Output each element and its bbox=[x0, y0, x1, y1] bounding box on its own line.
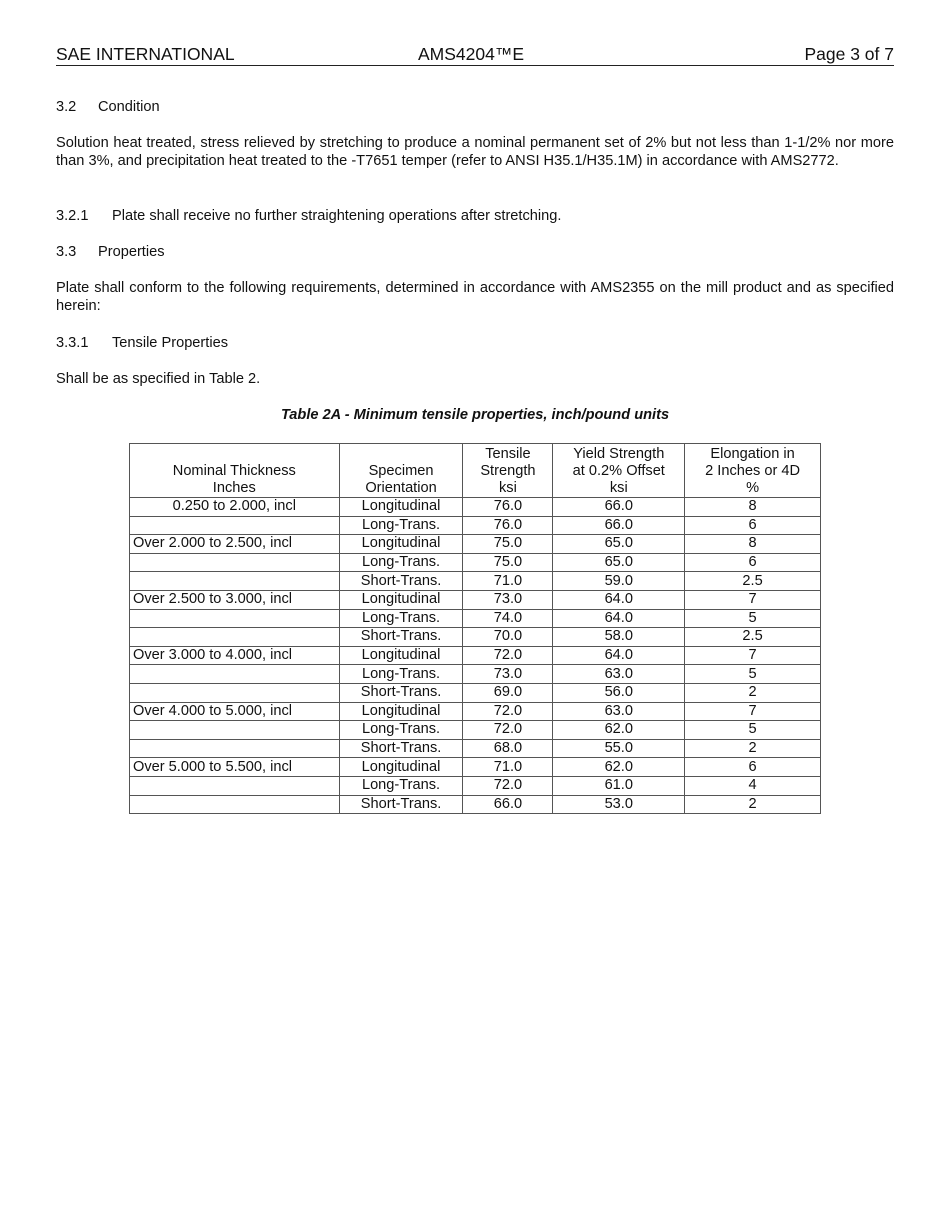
cell-thickness: Over 3.000 to 4.000, incl bbox=[130, 646, 340, 665]
cell-thickness: 0.250 to 2.000, incl bbox=[130, 498, 340, 517]
cell-tensile: 72.0 bbox=[463, 776, 553, 795]
cell-tensile: 71.0 bbox=[463, 572, 553, 591]
section-3-2-heading bbox=[56, 98, 894, 116]
section-title: Tensile Properties bbox=[112, 335, 228, 351]
cell-orientation: Long-Trans. bbox=[339, 665, 463, 684]
header-line: Orientation bbox=[365, 480, 437, 496]
header-line: Tensile bbox=[485, 446, 531, 462]
cell-tensile: 71.0 bbox=[463, 758, 553, 777]
header-line: ksi bbox=[499, 480, 517, 496]
cell-tensile: 68.0 bbox=[463, 739, 553, 758]
cell-yield: 64.0 bbox=[553, 609, 685, 628]
cell-elongation: 7 bbox=[685, 702, 821, 721]
cell-thickness bbox=[130, 739, 340, 758]
section-3-3-1-body: Shall be as specified in Table 2. bbox=[56, 371, 261, 387]
cell-elongation: 5 bbox=[685, 721, 821, 740]
section-number: 3.3 bbox=[56, 244, 77, 260]
cell-tensile: 70.0 bbox=[463, 628, 553, 647]
cell-thickness: Over 4.000 to 5.000, incl bbox=[130, 702, 340, 721]
section-3-2-body: Solution heat treated, stress relieved by stretching to produce a nominal permanent set of 2% but not less than 1-1/2% nor more than 3%, and precipitation heat treated to the -T7651 temper (refer to ANSI H35.1/H35.1M) in accordance with AMS2772. bbox=[56, 135, 894, 169]
cell-yield: 53.0 bbox=[553, 795, 685, 814]
header-orientation bbox=[339, 444, 463, 498]
cell-orientation: Long-Trans. bbox=[339, 609, 463, 628]
cell-tensile: 74.0 bbox=[463, 609, 553, 628]
cell-thickness: Over 2.000 to 2.500, incl bbox=[130, 535, 340, 554]
cell-thickness bbox=[130, 665, 340, 684]
cell-yield: 55.0 bbox=[553, 739, 685, 758]
section-number: 3.2 bbox=[56, 99, 77, 115]
cell-thickness bbox=[130, 683, 340, 702]
section-title: Properties bbox=[98, 244, 165, 260]
cell-tensile: 76.0 bbox=[463, 516, 553, 535]
page-number: Page 3 of 7 bbox=[804, 44, 894, 64]
cell-yield: 61.0 bbox=[553, 776, 685, 795]
table-row bbox=[130, 628, 821, 647]
cell-elongation: 7 bbox=[685, 646, 821, 665]
cell-thickness bbox=[130, 776, 340, 795]
table-row bbox=[130, 721, 821, 740]
cell-thickness: Over 5.000 to 5.500, incl bbox=[130, 758, 340, 777]
cell-tensile: 73.0 bbox=[463, 665, 553, 684]
cell-elongation: 2 bbox=[685, 739, 821, 758]
section-title: Condition bbox=[98, 99, 160, 115]
table-row bbox=[130, 646, 821, 665]
cell-tensile: 66.0 bbox=[463, 795, 553, 814]
cell-elongation: 5 bbox=[685, 609, 821, 628]
cell-tensile: 72.0 bbox=[463, 721, 553, 740]
cell-elongation: 6 bbox=[685, 758, 821, 777]
table-row bbox=[130, 516, 821, 535]
cell-elongation: 2.5 bbox=[685, 628, 821, 647]
section-3-3-body: Plate shall conform to the following requirements, determined in accordance with AMS2355 on the mill product and as specified herein: bbox=[56, 280, 894, 314]
cell-elongation: 5 bbox=[685, 665, 821, 684]
cell-orientation: Longitudinal bbox=[339, 535, 463, 554]
header-line: Strength bbox=[480, 463, 536, 479]
cell-tensile: 75.0 bbox=[463, 535, 553, 554]
table-row bbox=[130, 572, 821, 591]
cell-tensile: 72.0 bbox=[463, 702, 553, 721]
table-row bbox=[130, 553, 821, 572]
org-name: SAE INTERNATIONAL bbox=[56, 44, 235, 64]
cell-elongation: 6 bbox=[685, 553, 821, 572]
cell-yield: 64.0 bbox=[553, 590, 685, 609]
section-3-3-1-heading bbox=[56, 334, 894, 352]
cell-orientation: Long-Trans. bbox=[339, 776, 463, 795]
header-line: % bbox=[746, 480, 760, 496]
cell-elongation: 6 bbox=[685, 516, 821, 535]
section-3-2-1 bbox=[56, 207, 894, 225]
cell-yield: 64.0 bbox=[553, 646, 685, 665]
cell-yield: 65.0 bbox=[553, 553, 685, 572]
cell-yield: 63.0 bbox=[553, 665, 685, 684]
cell-thickness bbox=[130, 795, 340, 814]
cell-orientation: Short-Trans. bbox=[339, 628, 463, 647]
cell-elongation: 2 bbox=[685, 795, 821, 814]
cell-yield: 62.0 bbox=[553, 721, 685, 740]
table-row bbox=[130, 535, 821, 554]
cell-elongation: 8 bbox=[685, 535, 821, 554]
header-line: ksi bbox=[609, 480, 628, 496]
cell-orientation: Longitudinal bbox=[339, 590, 463, 609]
cell-orientation: Short-Trans. bbox=[339, 739, 463, 758]
table-row bbox=[130, 776, 821, 795]
cell-yield: 65.0 bbox=[553, 535, 685, 554]
table-row bbox=[130, 758, 821, 777]
section-number: 3.3.1 bbox=[56, 335, 89, 351]
cell-elongation: 7 bbox=[685, 590, 821, 609]
section-number: 3.2.1 bbox=[56, 208, 89, 224]
tensile-properties-table bbox=[129, 443, 821, 814]
header-line: Yield Strength bbox=[573, 446, 665, 462]
header-line: Elongation in bbox=[710, 446, 795, 462]
header-thickness bbox=[130, 444, 340, 498]
cell-orientation: Longitudinal bbox=[339, 758, 463, 777]
section-3-3-heading bbox=[56, 243, 894, 261]
table-row bbox=[130, 702, 821, 721]
cell-yield: 66.0 bbox=[553, 516, 685, 535]
cell-orientation: Long-Trans. bbox=[339, 516, 463, 535]
cell-tensile: 73.0 bbox=[463, 590, 553, 609]
cell-orientation: Long-Trans. bbox=[339, 721, 463, 740]
cell-orientation: Longitudinal bbox=[339, 702, 463, 721]
cell-tensile: 69.0 bbox=[463, 683, 553, 702]
cell-yield: 63.0 bbox=[553, 702, 685, 721]
page-header bbox=[56, 44, 894, 66]
table-row bbox=[130, 739, 821, 758]
section-text: Plate shall receive no further straightening operations after stretching. bbox=[112, 208, 562, 224]
cell-thickness bbox=[130, 553, 340, 572]
table-row bbox=[130, 609, 821, 628]
cell-orientation: Short-Trans. bbox=[339, 572, 463, 591]
cell-tensile: 72.0 bbox=[463, 646, 553, 665]
header-line: Nominal Thickness bbox=[172, 463, 296, 479]
cell-thickness: Over 2.500 to 3.000, incl bbox=[130, 590, 340, 609]
cell-orientation: Short-Trans. bbox=[339, 683, 463, 702]
table-header-row bbox=[130, 444, 821, 498]
cell-elongation: 4 bbox=[685, 776, 821, 795]
cell-yield: 59.0 bbox=[553, 572, 685, 591]
cell-orientation: Longitudinal bbox=[339, 498, 463, 517]
header-elongation bbox=[685, 444, 821, 498]
table-row bbox=[130, 795, 821, 814]
header-line: 2 Inches or 4D bbox=[705, 463, 801, 479]
cell-elongation: 2.5 bbox=[685, 572, 821, 591]
cell-orientation: Short-Trans. bbox=[339, 795, 463, 814]
cell-yield: 66.0 bbox=[553, 498, 685, 517]
header-yield bbox=[553, 444, 685, 498]
cell-thickness bbox=[130, 609, 340, 628]
header-tensile bbox=[463, 444, 553, 498]
cell-yield: 56.0 bbox=[553, 683, 685, 702]
table-caption: Table 2A - Minimum tensile properties, inch/pound units bbox=[280, 407, 670, 423]
cell-elongation: 8 bbox=[685, 498, 821, 517]
cell-thickness bbox=[130, 516, 340, 535]
cell-yield: 62.0 bbox=[553, 758, 685, 777]
header-line: at 0.2% Offset bbox=[572, 463, 665, 479]
cell-orientation: Longitudinal bbox=[339, 646, 463, 665]
cell-tensile: 76.0 bbox=[463, 498, 553, 517]
document-id: AMS4204™E bbox=[418, 44, 525, 64]
cell-thickness bbox=[130, 628, 340, 647]
cell-elongation: 2 bbox=[685, 683, 821, 702]
table-row bbox=[130, 498, 821, 517]
table-row bbox=[130, 590, 821, 609]
cell-yield: 58.0 bbox=[553, 628, 685, 647]
header-line: Inches bbox=[212, 480, 256, 496]
cell-orientation: Long-Trans. bbox=[339, 553, 463, 572]
table-row bbox=[130, 665, 821, 684]
cell-thickness bbox=[130, 572, 340, 591]
table-row bbox=[130, 683, 821, 702]
cell-thickness bbox=[130, 721, 340, 740]
cell-tensile: 75.0 bbox=[463, 553, 553, 572]
header-line: Specimen bbox=[368, 463, 434, 479]
